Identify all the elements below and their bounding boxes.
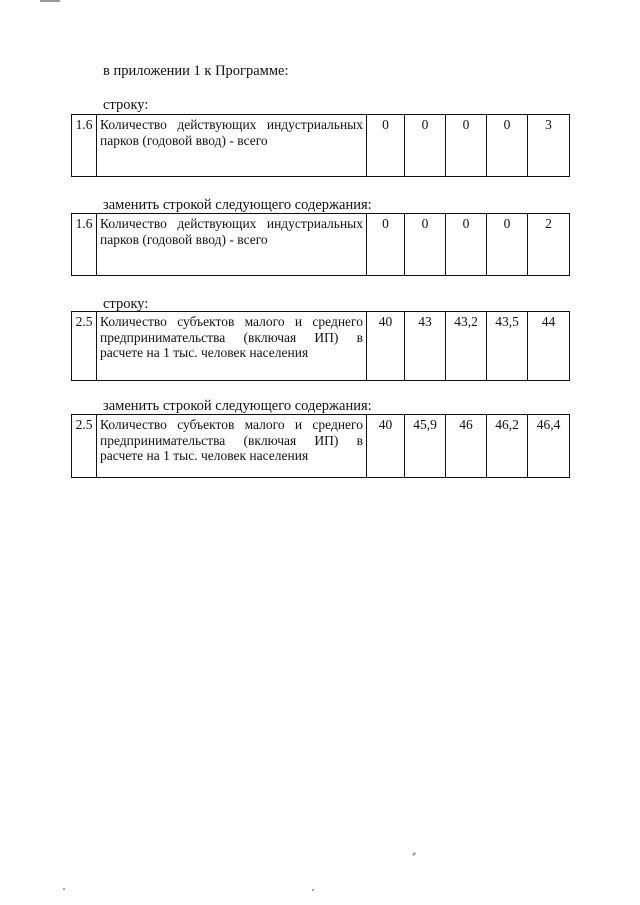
table-row (72, 115, 570, 177)
value-cell: 2 (528, 214, 570, 276)
value-cell: 0 (367, 214, 405, 276)
value-cell: 40 (367, 415, 405, 478)
value-cell: 0 (487, 214, 528, 276)
value-cell: 0 (446, 214, 487, 276)
value-cell: 0 (405, 214, 446, 276)
intro-text: в приложении 1 к Программе: (103, 63, 289, 79)
caption-replace-1: заменить строкой следующего содержания: (103, 197, 372, 213)
value-cell: 3 (528, 115, 570, 177)
indicator-description: Количество действующих индустриальных парков (годовой ввод) - всего (97, 115, 367, 177)
value-cell: 40 (367, 312, 405, 381)
value-cell: 0 (405, 115, 446, 177)
value-cell: 43,5 (487, 312, 528, 381)
scan-mark (40, 0, 60, 2)
indicator-table-4 (71, 414, 570, 478)
row-number: 2.5 (72, 415, 97, 478)
value-cell: 46,4 (528, 415, 570, 478)
row-number: 1.6 (72, 115, 97, 177)
caption-row-1: строку: (103, 97, 149, 113)
table-row (72, 312, 570, 381)
value-cell: 45,9 (405, 415, 446, 478)
scan-speck (63, 888, 65, 890)
value-cell: 0 (367, 115, 405, 177)
value-cell: 46,2 (487, 415, 528, 478)
value-cell: 44 (528, 312, 570, 381)
table-row (72, 415, 570, 478)
indicator-table-2 (71, 213, 570, 276)
caption-replace-2: заменить строкой следующего содержания: (103, 398, 372, 414)
indicator-table-3 (71, 311, 570, 381)
value-cell: 0 (487, 115, 528, 177)
table-row (72, 214, 570, 276)
scan-speck (412, 852, 416, 856)
caption-row-2: строку: (103, 296, 149, 312)
indicator-description: Количество действующих индустриальных парков (годовой ввод) - всего (97, 214, 367, 276)
value-cell: 43,2 (446, 312, 487, 381)
row-number: 1.6 (72, 214, 97, 276)
value-cell: 0 (446, 115, 487, 177)
value-cell: 46 (446, 415, 487, 478)
scan-speck (312, 889, 314, 891)
row-number: 2.5 (72, 312, 97, 381)
indicator-table-1 (71, 114, 570, 177)
value-cell: 43 (405, 312, 446, 381)
indicator-description: Количество субъектов малого и среднего предпринимательства (включая ИП) в расчете на 1 тыс. человек населения (97, 415, 367, 478)
indicator-description: Количество субъектов малого и среднего предпринимательства (включая ИП) в расчете на 1 тыс. человек населения (97, 312, 367, 381)
